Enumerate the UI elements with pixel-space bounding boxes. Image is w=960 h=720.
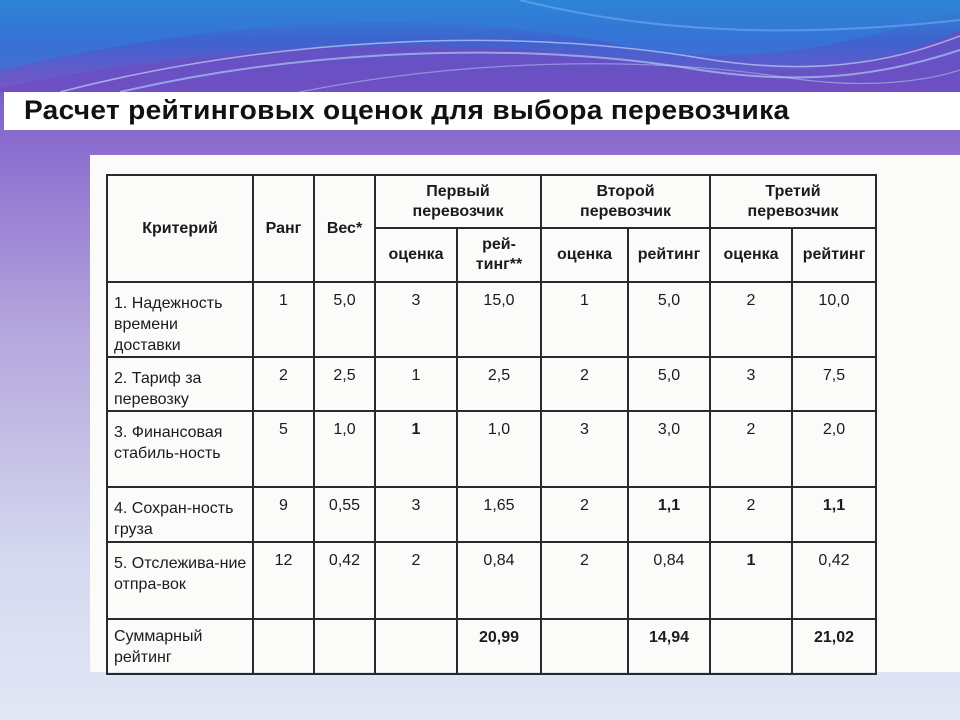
score-cell: 1 <box>541 282 628 357</box>
criterion-cell: 5. Отслежива-ние отпра-вок <box>107 542 253 619</box>
total-label: Суммарный рейтинг <box>107 619 253 674</box>
weight-cell: 1,0 <box>314 411 375 487</box>
weight-cell: 0,55 <box>314 487 375 542</box>
criterion-cell: 2. Тариф за перевозку <box>107 357 253 411</box>
table-row <box>107 542 876 619</box>
score-cell: 2 <box>710 487 792 542</box>
header-score-1: оценка <box>375 228 457 282</box>
score-cell: 3 <box>710 357 792 411</box>
rating-cell: 1,65 <box>457 487 541 542</box>
rating-cell: 0,42 <box>792 542 876 619</box>
score-cell: 2 <box>541 542 628 619</box>
rating-cell: 0,84 <box>628 542 710 619</box>
rank-cell: 5 <box>253 411 314 487</box>
header-rating-2: рейтинг <box>628 228 710 282</box>
criterion-cell: 1. Надежность времени доставки <box>107 282 253 357</box>
empty-cell <box>253 619 314 674</box>
decorative-header-band <box>0 0 960 92</box>
empty-cell <box>710 619 792 674</box>
header-row <box>107 175 876 228</box>
title-bar <box>4 92 960 130</box>
rating-cell: 3,0 <box>628 411 710 487</box>
header-score-3: оценка <box>710 228 792 282</box>
header-rank: Ранг <box>253 175 314 282</box>
empty-cell <box>314 619 375 674</box>
score-cell: 2 <box>710 282 792 357</box>
rank-cell: 1 <box>253 282 314 357</box>
rating-table <box>106 174 877 675</box>
rating-cell: 5,0 <box>628 357 710 411</box>
score-cell: 2 <box>541 357 628 411</box>
score-cell: 2 <box>375 542 457 619</box>
score-cell: 1 <box>710 542 792 619</box>
header-carrier-3: Третий перевозчик <box>710 175 876 228</box>
total-rating-1: 20,99 <box>457 619 541 674</box>
rating-cell: 2,0 <box>792 411 876 487</box>
score-cell: 3 <box>375 487 457 542</box>
table-row <box>107 487 876 542</box>
rating-cell: 7,5 <box>792 357 876 411</box>
empty-cell <box>541 619 628 674</box>
wave-decoration <box>0 0 960 92</box>
rating-cell: 1,1 <box>628 487 710 542</box>
score-cell: 1 <box>375 411 457 487</box>
weight-cell: 0,42 <box>314 542 375 619</box>
empty-cell <box>375 619 457 674</box>
rating-cell: 2,5 <box>457 357 541 411</box>
rating-cell: 10,0 <box>792 282 876 357</box>
rating-cell: 1,1 <box>792 487 876 542</box>
header-weight: Вес* <box>314 175 375 282</box>
rank-cell: 2 <box>253 357 314 411</box>
rating-cell: 1,0 <box>457 411 541 487</box>
rank-cell: 9 <box>253 487 314 542</box>
document-panel <box>90 155 960 672</box>
weight-cell: 2,5 <box>314 357 375 411</box>
rank-cell: 12 <box>253 542 314 619</box>
header-criterion: Критерий <box>107 175 253 282</box>
score-cell: 2 <box>710 411 792 487</box>
rating-cell: 5,0 <box>628 282 710 357</box>
rating-cell: 0,84 <box>457 542 541 619</box>
table-row <box>107 357 876 411</box>
criterion-cell: 4. Сохран-ность груза <box>107 487 253 542</box>
header-score-2: оценка <box>541 228 628 282</box>
table-row <box>107 411 876 487</box>
score-cell: 1 <box>375 357 457 411</box>
score-cell: 2 <box>541 487 628 542</box>
total-rating-3: 21,02 <box>792 619 876 674</box>
header-rating-3: рейтинг <box>792 228 876 282</box>
rating-cell: 15,0 <box>457 282 541 357</box>
header-carrier-2: Второй перевозчик <box>541 175 710 228</box>
weight-cell: 5,0 <box>314 282 375 357</box>
criterion-cell: 3. Финансовая стабиль-ность <box>107 411 253 487</box>
total-rating-2: 14,94 <box>628 619 710 674</box>
total-row <box>107 619 876 674</box>
table-row <box>107 282 876 357</box>
score-cell: 3 <box>375 282 457 357</box>
slide-title: Расчет рейтинговых оценок для выбора перевозчика <box>24 95 790 125</box>
header-carrier-1: Первый перевозчик <box>375 175 541 228</box>
score-cell: 3 <box>541 411 628 487</box>
header-rating-1: рей-тинг** <box>457 228 541 282</box>
